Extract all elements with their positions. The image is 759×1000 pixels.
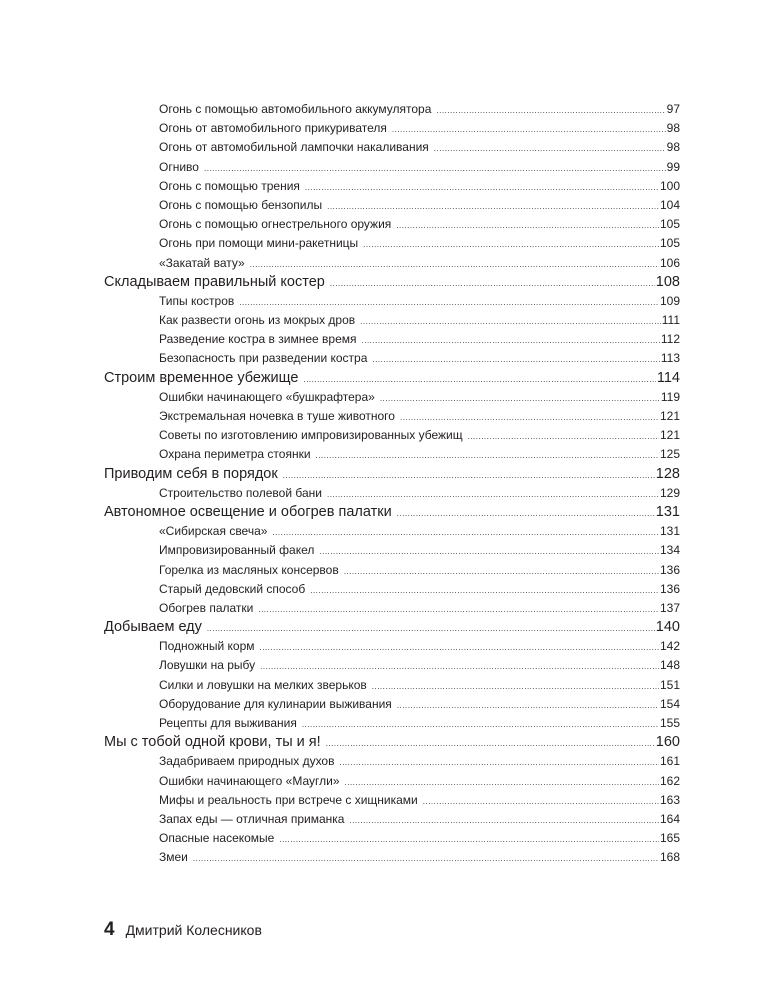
running-footer-author: Дмитрий Колесников [125, 922, 262, 938]
toc-section-entry [104, 292, 680, 311]
toc-entry-title: Огонь с помощью огнестрельного оружия [159, 217, 392, 232]
toc-entry-page-number: 113 [660, 351, 680, 366]
toc-entry-page-number: 131 [655, 503, 680, 520]
toc-entry-title: Ошибки начинающего «бушкрафтера» [159, 389, 375, 404]
dot-leader [396, 216, 659, 235]
toc-section-entry [104, 599, 680, 618]
toc-entry-title: «Сибирская свеча» [159, 524, 268, 539]
dot-leader [392, 120, 666, 139]
toc-section-entry [104, 810, 680, 829]
toc-section-entry [104, 311, 680, 330]
toc-entry-title: Безопасность при разведении костра [159, 351, 368, 366]
toc-section-entry [104, 772, 680, 791]
toc-entry-title: Огонь с помощью бензопилы [159, 197, 323, 212]
toc-entry-title: Добываем еду [104, 619, 202, 636]
toc-section-entry [104, 752, 680, 771]
toc-entry-title: Огонь с помощью автомобильного аккумулятора [159, 102, 432, 116]
toc-entry-title: Огниво [159, 159, 199, 174]
toc-entry-page-number: 121 [659, 409, 680, 423]
dot-leader [260, 657, 659, 676]
toc-entry-title: Запах еды — отличная приманка [159, 811, 345, 826]
toc-entry-page-number: 104 [659, 197, 680, 212]
toc-entry-page-number: 108 [655, 273, 680, 290]
dot-leader [303, 370, 655, 389]
toc-section-entry [104, 177, 680, 196]
dot-leader [272, 523, 659, 542]
toc-entry-page-number: 136 [659, 581, 680, 596]
toc-section-entry [104, 426, 680, 445]
toc-entry-page-number: 114 [656, 369, 680, 386]
page-number: 4 [104, 919, 115, 940]
toc-entry-title: Оборудование для кулинарии выживания [159, 696, 392, 711]
toc-chapter-entry [104, 503, 680, 522]
dot-leader [260, 638, 659, 657]
toc-section-entry [104, 234, 680, 253]
toc-entry-page-number: 121 [659, 428, 680, 443]
toc-entry-title: Ловушки на рыбу [159, 658, 256, 673]
dot-leader [305, 178, 659, 197]
dot-leader [193, 849, 659, 868]
dot-leader [319, 542, 659, 561]
toc-entry-page-number: 142 [659, 639, 680, 654]
toc-entry-page-number: 97 [666, 102, 680, 116]
dot-leader [239, 293, 659, 312]
dot-leader [330, 274, 655, 293]
dot-leader [283, 466, 655, 485]
dot-leader [326, 734, 655, 753]
toc-entry-title: Строим временное убежище [104, 369, 299, 386]
toc-entry-page-number: 162 [659, 773, 680, 788]
toc-entry-page-number: 105 [659, 217, 680, 232]
toc-entry-title: Задабриваем природных духов [159, 754, 335, 769]
toc-entry-title: Складываем правильный костер [104, 273, 325, 290]
toc-section-entry [104, 215, 680, 234]
dot-leader [372, 677, 659, 696]
toc-entry-page-number: 160 [655, 734, 680, 751]
toc-section-entry [104, 561, 680, 580]
toc-section-entry [104, 349, 680, 368]
toc-section-entry [104, 541, 680, 560]
toc-section-entry [104, 484, 680, 503]
toc-entry-title: Рецепты для выживания [159, 716, 297, 730]
toc-entry-page-number: 168 [659, 850, 680, 865]
dot-leader [372, 350, 659, 369]
dot-leader [327, 197, 659, 216]
dot-leader [362, 331, 660, 350]
dot-leader [423, 792, 659, 811]
toc-chapter-entry [104, 618, 680, 637]
toc-entry-title: Горелка из масляных консервов [159, 562, 339, 577]
toc-entry-title: Опасные насекомые [159, 831, 275, 846]
dot-leader [327, 485, 659, 504]
dot-leader [349, 811, 658, 830]
toc-entry-page-number: 131 [659, 524, 680, 539]
toc-entry-title: Приводим себя в порядок [104, 465, 278, 482]
toc-entry-page-number: 99 [666, 159, 680, 174]
dot-leader [400, 408, 659, 427]
toc-section-entry [104, 791, 680, 810]
toc-entry-page-number: 161 [659, 754, 680, 769]
toc-entry-page-number: 109 [659, 293, 680, 308]
toc-entry-page-number: 112 [660, 332, 680, 347]
toc-entry-page-number: 111 [661, 313, 680, 328]
toc-section-entry [104, 522, 680, 541]
toc-section-entry [104, 445, 680, 464]
dot-leader [380, 389, 660, 408]
toc-entry-title: Силки и ловушки на мелких зверьков [159, 677, 367, 692]
toc-entry-title: Старый дедовский способ [159, 581, 306, 596]
dot-leader [468, 427, 659, 446]
dot-leader [363, 235, 659, 254]
toc-entry-title: Змеи [159, 850, 188, 865]
dot-leader [316, 446, 659, 465]
toc-chapter-entry [104, 465, 680, 484]
toc-section-entry [104, 254, 680, 273]
toc-entry-page-number: 148 [659, 658, 680, 673]
toc-entry-page-number: 134 [659, 543, 680, 558]
toc-entry-page-number: 164 [659, 811, 680, 826]
toc-entry-title: Охрана периметра стоянки [159, 447, 311, 462]
toc-entry-page-number: 151 [659, 677, 680, 692]
toc-entry-title: Строительство полевой бани [159, 485, 322, 500]
toc-entry-title: Как развести огонь из мокрых дров [159, 313, 356, 328]
toc-entry-title: Экстремальная ночевка в туше животного [159, 409, 395, 423]
toc-entry-title: Типы костров [159, 293, 235, 308]
toc-section-entry [104, 330, 680, 349]
toc-section-entry [104, 138, 680, 157]
toc-entry-title: Разведение костра в зимнее время [159, 332, 357, 347]
dot-leader [360, 312, 661, 331]
dot-leader [344, 562, 659, 581]
dot-leader [204, 159, 666, 178]
dot-leader [310, 581, 659, 600]
toc-entry-page-number: 100 [659, 178, 680, 193]
toc-entry-title: Автономное освещение и обогрев палатки [104, 503, 392, 520]
toc-section-entry [104, 196, 680, 215]
dot-leader [258, 600, 659, 619]
toc-entry-title: Советы по изготовлению импровизированных убежищ [159, 428, 463, 443]
dot-leader [345, 773, 659, 792]
toc-entry-page-number: 106 [659, 255, 680, 270]
toc-entry-page-number: 155 [659, 716, 680, 730]
toc-entry-page-number: 136 [659, 562, 680, 577]
toc-entry-page-number: 140 [655, 619, 680, 636]
toc-section-entry [104, 580, 680, 599]
toc-section-entry [104, 637, 680, 656]
dot-leader [436, 101, 665, 120]
dot-leader [250, 255, 659, 274]
toc-section-entry [104, 695, 680, 714]
toc-entry-page-number: 119 [660, 389, 680, 404]
toc-section-entry [104, 119, 680, 138]
dot-leader [207, 619, 655, 638]
toc-entry-title: Мифы и реальность при встрече с хищниками [159, 792, 418, 807]
toc-entry-page-number: 137 [659, 600, 680, 615]
toc-chapter-entry [104, 733, 680, 752]
toc-section-entry [104, 100, 680, 119]
toc-entry-page-number: 128 [655, 465, 680, 482]
toc-entry-title: Ошибки начинающего «Маугли» [159, 773, 340, 788]
toc-entry-title: Мы с тобой одной крови, ты и я! [104, 734, 321, 751]
toc-entry-title: Огонь от автомобильного прикуривателя [159, 121, 387, 136]
table-of-contents [104, 100, 680, 868]
toc-chapter-entry [104, 369, 680, 388]
toc-entry-title: «Закатай вату» [159, 255, 245, 270]
dot-leader [339, 753, 658, 772]
toc-entry-page-number: 98 [666, 121, 680, 136]
toc-section-entry [104, 656, 680, 675]
toc-entry-title: Импровизированный факел [159, 543, 315, 558]
toc-entry-page-number: 98 [666, 140, 680, 155]
toc-entry-title: Огонь с помощью трения [159, 178, 300, 193]
toc-entry-title: Обогрев палатки [159, 600, 254, 615]
toc-entry-page-number: 105 [659, 236, 680, 251]
toc-section-entry [104, 676, 680, 695]
dot-leader [302, 715, 659, 734]
dot-leader [397, 696, 659, 715]
dot-leader [397, 504, 655, 523]
toc-chapter-entry [104, 273, 680, 292]
dot-leader [279, 830, 659, 849]
toc-entry-page-number: 154 [659, 696, 680, 711]
dot-leader [434, 139, 666, 158]
toc-section-entry [104, 388, 680, 407]
toc-section-entry [104, 714, 680, 733]
toc-section-entry [104, 829, 680, 848]
toc-entry-page-number: 129 [659, 485, 680, 500]
toc-section-entry [104, 158, 680, 177]
toc-section-entry [104, 848, 680, 867]
toc-section-entry [104, 407, 680, 426]
toc-entry-page-number: 163 [659, 792, 680, 807]
toc-entry-title: Огонь при помощи мини-ракетницы [159, 236, 359, 251]
toc-entry-page-number: 125 [659, 447, 680, 462]
page-footer [104, 919, 262, 941]
toc-entry-page-number: 165 [659, 831, 680, 846]
toc-entry-title: Огонь от автомобильной лампочки накаливания [159, 140, 429, 155]
toc-entry-title: Подножный корм [159, 639, 255, 654]
